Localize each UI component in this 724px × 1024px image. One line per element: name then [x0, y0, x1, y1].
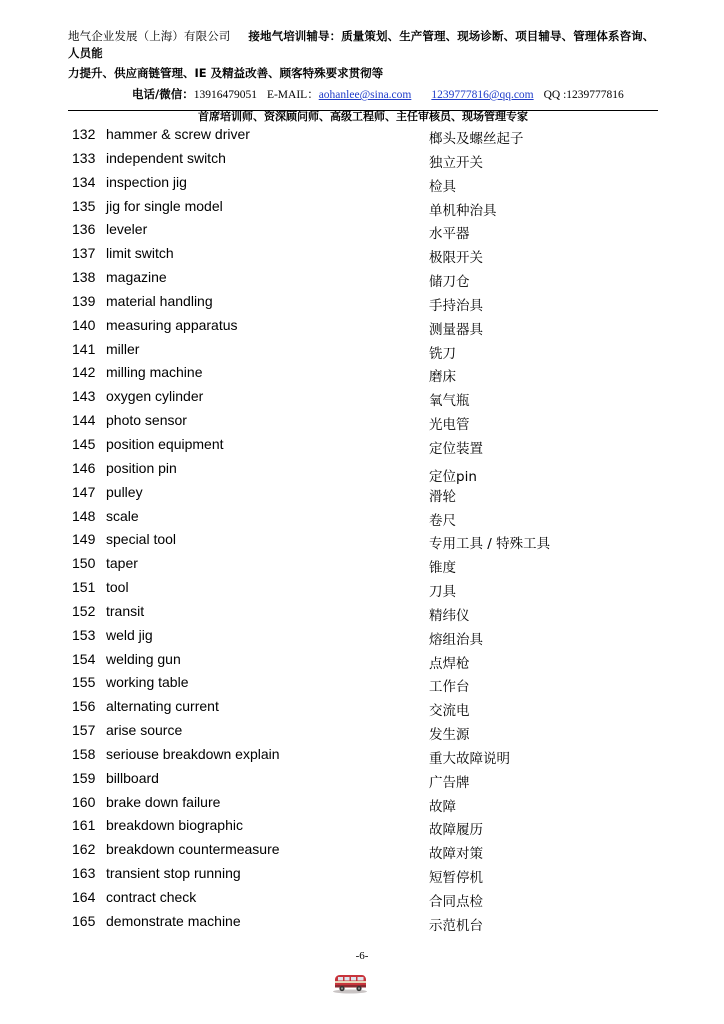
english-term: taper — [106, 555, 138, 572]
chinese-term: 点焊枪 — [429, 655, 470, 672]
glossary-row — [72, 196, 652, 220]
row-number: 137 — [72, 245, 96, 262]
email-label: E-MAIL： — [266, 89, 319, 101]
row-number: 149 — [72, 531, 96, 548]
glossary-row — [72, 696, 652, 720]
glossary-row — [72, 243, 652, 267]
english-term: demonstrate machine — [106, 912, 241, 929]
glossary-row — [72, 553, 652, 577]
chinese-term: 榔头及螺丝起子 — [429, 131, 524, 147]
english-term: oxygen cylinder — [106, 388, 204, 405]
chinese-term: 合同点检 — [429, 894, 483, 910]
glossary-row — [72, 482, 652, 506]
glossary-row — [72, 815, 652, 839]
chinese-term: 水平器 — [429, 226, 470, 243]
glossary-row — [72, 362, 652, 386]
glossary-row — [72, 219, 652, 243]
page-number: -6- — [355, 950, 369, 962]
chinese-term: 刀具 — [429, 584, 456, 601]
english-term: tool — [106, 579, 129, 596]
row-number: 146 — [72, 459, 96, 476]
english-term: milling machine — [106, 364, 203, 381]
chinese-term: 单机种治具 — [429, 202, 497, 219]
row-number: 139 — [72, 292, 96, 309]
glossary-row — [72, 911, 652, 935]
row-number: 147 — [72, 483, 96, 500]
english-term: brake down failure — [106, 793, 221, 810]
row-number: 136 — [72, 221, 96, 238]
english-term: transient stop running — [106, 865, 241, 882]
row-number: 161 — [72, 817, 96, 834]
english-term: billboard — [106, 769, 159, 786]
glossary-row — [72, 172, 652, 196]
english-term: hammer & screw driver — [106, 126, 250, 142]
row-number: 160 — [72, 793, 96, 810]
row-number: 159 — [72, 769, 96, 786]
row-number: 162 — [72, 841, 96, 858]
chinese-term: 铣刀 — [429, 345, 456, 362]
row-number: 140 — [72, 316, 96, 333]
glossary-row — [72, 386, 652, 410]
english-term: position pin — [106, 459, 177, 476]
english-term: limit switch — [106, 245, 174, 262]
english-term: working table — [106, 674, 189, 691]
glossary-row — [72, 291, 652, 315]
english-term: jig for single model — [106, 197, 223, 214]
english-term: magazine — [106, 269, 167, 286]
row-number: 150 — [72, 555, 96, 572]
english-term: special tool — [106, 531, 177, 548]
row-number: 158 — [72, 745, 96, 762]
glossary-row — [72, 315, 652, 339]
glossary-row — [72, 720, 652, 744]
glossary-row — [72, 339, 652, 363]
company-name: 地气企业发展（上海）有限公司 — [68, 29, 231, 43]
chinese-term: 精纬仪 — [429, 607, 470, 624]
services-text-1: 接地气培训辅导：质量策划、生产管理、现场诊断、项目辅导、管理体系咨询、人员能 — [68, 29, 655, 60]
chinese-term: 光电管 — [429, 417, 470, 434]
row-number: 134 — [72, 173, 96, 190]
english-term: breakdown biographic — [106, 817, 243, 834]
chinese-term: 测量器具 — [429, 321, 483, 338]
english-term: material handling — [106, 292, 213, 309]
row-number: 135 — [72, 197, 96, 214]
row-number: 165 — [72, 912, 96, 929]
glossary-row — [72, 577, 652, 601]
glossary-row — [72, 792, 652, 816]
chinese-term: 极限开关 — [429, 250, 483, 267]
chinese-term: 故障 — [429, 798, 456, 815]
contact-line — [68, 87, 658, 103]
english-term: arise source — [106, 722, 183, 739]
chinese-term: 工作台 — [429, 679, 470, 696]
english-term: weld jig — [106, 626, 153, 643]
glossary-row — [72, 148, 652, 172]
english-term: independent switch — [106, 149, 226, 166]
chinese-term: 重大故障说明 — [429, 750, 510, 767]
glossary-row — [72, 839, 652, 863]
row-number: 144 — [72, 412, 96, 429]
row-number: 157 — [72, 722, 96, 739]
phone-label: 电话/微信： — [132, 87, 194, 101]
qq-number: QQ :1239777816 — [543, 89, 624, 101]
glossary-row — [72, 887, 652, 911]
english-term: measuring apparatus — [106, 316, 238, 333]
glossary-row — [72, 124, 652, 148]
row-number: 151 — [72, 579, 96, 596]
chinese-term: 故障履历 — [429, 822, 483, 839]
english-term: seriouse breakdown explain — [106, 745, 280, 762]
row-number: 138 — [72, 269, 96, 286]
chinese-term: 定位装置 — [429, 440, 483, 457]
glossary-row — [72, 434, 652, 458]
email-link-qq[interactable]: 1239777816@qq.com — [431, 89, 534, 101]
chinese-term: 手持治具 — [429, 297, 483, 314]
row-number: 152 — [72, 602, 96, 619]
glossary-row — [72, 744, 652, 768]
chinese-term: 锥度 — [429, 560, 456, 577]
chinese-term: 发生源 — [429, 727, 470, 744]
english-term: transit — [106, 602, 145, 619]
english-term: photo sensor — [106, 412, 187, 429]
glossary-row — [72, 625, 652, 649]
glossary-row — [72, 506, 652, 530]
row-number: 132 — [72, 126, 96, 142]
english-term: inspection jig — [106, 173, 187, 190]
chinese-term: 卷尺 — [429, 512, 456, 529]
english-term: pulley — [106, 483, 143, 500]
email-link-sina[interactable]: aohanlee@sina.com — [318, 89, 412, 101]
phone-number: 13916479051 — [193, 89, 257, 101]
chinese-term: 定位pin — [429, 468, 477, 485]
glossary-row — [72, 267, 652, 291]
row-number: 148 — [72, 507, 96, 524]
row-number: 133 — [72, 149, 96, 166]
chinese-term: 短暂停机 — [429, 870, 483, 887]
glossary-row — [72, 649, 652, 673]
glossary-row — [72, 410, 652, 434]
glossary-row — [72, 672, 652, 696]
chinese-term: 广告牌 — [429, 774, 470, 791]
english-term: breakdown countermeasure — [106, 841, 280, 858]
row-number: 141 — [72, 340, 96, 357]
english-term: contract check — [106, 889, 197, 905]
chinese-term: 专用工具 / 特殊工具 — [429, 536, 551, 553]
bus-icon — [331, 972, 369, 994]
row-number: 153 — [72, 626, 96, 643]
english-term: position equipment — [106, 435, 224, 452]
glossary-row — [72, 768, 652, 792]
row-number: 156 — [72, 698, 96, 715]
chinese-term: 磨床 — [429, 369, 456, 386]
glossary-row — [72, 458, 652, 485]
glossary-row — [72, 863, 652, 887]
glossary-row — [72, 529, 652, 553]
glossary-list — [72, 124, 652, 935]
chinese-term: 熔组治具 — [429, 631, 483, 648]
glossary-row — [72, 601, 652, 625]
english-term: leveler — [106, 221, 148, 238]
row-number: 143 — [72, 388, 96, 405]
chinese-term: 示范机台 — [429, 917, 483, 934]
chinese-term: 滑轮 — [429, 488, 456, 505]
row-number: 154 — [72, 650, 96, 667]
header-divider — [68, 110, 658, 111]
chinese-term: 储刀仓 — [429, 274, 470, 291]
chinese-term: 检具 — [429, 178, 456, 195]
roles-line: 首席培训师、资深顾问师、高级工程师、主任审核员、现场管理专家 — [198, 110, 528, 123]
services-text-2: 力提升、供应商链管理、IE 及精益改善、顾客特殊要求贯彻等 — [68, 66, 384, 80]
row-number: 163 — [72, 865, 96, 882]
chinese-term: 独立开关 — [429, 154, 483, 171]
english-term: welding gun — [106, 650, 181, 667]
row-number: 164 — [72, 889, 96, 905]
chinese-term: 氧气瓶 — [429, 393, 470, 410]
row-number: 145 — [72, 435, 96, 452]
english-term: scale — [106, 507, 139, 524]
chinese-term: 故障对策 — [429, 846, 483, 863]
english-term: alternating current — [106, 698, 219, 715]
english-term: miller — [106, 340, 140, 357]
header-line-1 — [68, 28, 658, 62]
row-number: 155 — [72, 674, 96, 691]
row-number: 142 — [72, 364, 96, 381]
chinese-term: 交流电 — [429, 703, 470, 720]
